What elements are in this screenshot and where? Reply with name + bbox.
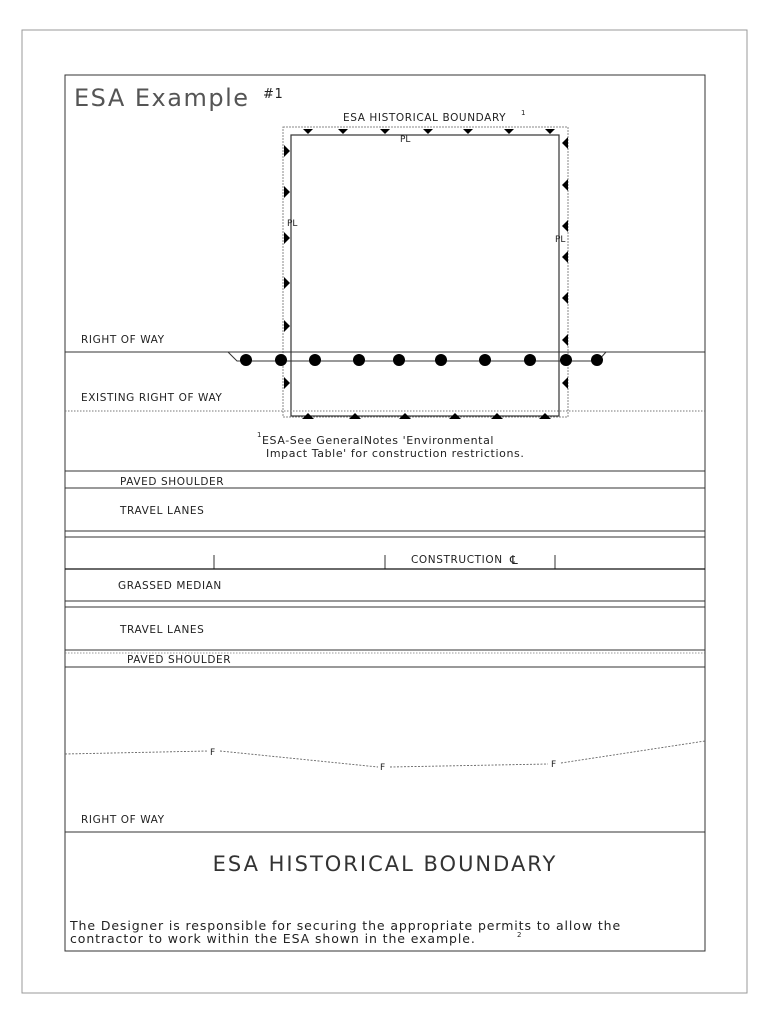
footnote-sup: 1 — [257, 431, 262, 439]
footnote-line-1: ESA-See GeneralNotes 'Environmental — [262, 434, 495, 447]
boundary-label: ESA HISTORICAL BOUNDARY — [343, 112, 507, 124]
row-monument — [275, 354, 287, 366]
row-monument — [479, 354, 491, 366]
designer-note-sup: 2 — [517, 931, 522, 939]
grassed-median-label: GRASSED MEDIAN — [118, 580, 222, 592]
fence-line-segment-1 — [65, 751, 208, 754]
boundary-marker — [423, 129, 433, 134]
paved-shoulder-top-label: PAVED SHOULDER — [120, 476, 225, 488]
footnote-line-2: Impact Table' for construction restrictions. — [266, 447, 525, 460]
boundary-marker — [562, 334, 568, 346]
row-monument — [524, 354, 536, 366]
boundary-marker — [284, 232, 290, 244]
boundary-marker — [303, 129, 313, 134]
esa-boundary-outer — [283, 127, 568, 417]
boundary-marker — [562, 179, 568, 191]
boundary-label-footnote-ref: 1 — [521, 109, 526, 117]
fence-line-segment-2 — [220, 751, 378, 767]
property-line-label-right: PL — [555, 235, 566, 245]
fence-marker-2: F — [380, 763, 386, 773]
centerline-symbol: ℄ — [510, 553, 519, 567]
title: ESA Example — [74, 84, 250, 112]
boundary-marker — [463, 129, 473, 134]
travel-lanes-top-label: TRAVEL LANES — [120, 505, 205, 517]
esa-boundary — [283, 127, 568, 419]
boundary-marker — [562, 220, 568, 232]
esa-boundary-inner — [291, 135, 559, 416]
boundary-marker — [562, 251, 568, 263]
row-monuments — [240, 354, 603, 366]
boundary-markers-top — [303, 129, 555, 134]
travel-lanes-bottom-label: TRAVEL LANES — [120, 624, 205, 636]
esa-boundary-title: ESA HISTORICAL BOUNDARY — [212, 852, 558, 876]
designer-note-line-2: contractor to work within the ESA shown in the example. — [70, 931, 476, 946]
boundary-marker — [504, 129, 514, 134]
construction-label: CONSTRUCTION — [411, 554, 503, 566]
boundary-marker — [284, 186, 290, 198]
boundary-marker — [284, 277, 290, 289]
designer-note-line-1: The Designer is responsible for securing the appropriate permits to allow the — [70, 918, 622, 933]
boundary-marker — [562, 377, 568, 389]
row-monument — [353, 354, 365, 366]
row-monument — [591, 354, 603, 366]
row-monument — [309, 354, 321, 366]
right-of-way-top-label: RIGHT OF WAY — [81, 334, 165, 346]
paved-shoulder-bottom-label: PAVED SHOULDER — [127, 654, 232, 666]
title-number: #1 — [263, 87, 284, 102]
boundary-marker — [284, 145, 290, 157]
boundary-marker — [380, 129, 390, 134]
property-line-label-left: PL — [287, 219, 298, 229]
boundary-marker — [338, 129, 348, 134]
property-line-label-top: PL — [400, 135, 411, 145]
boundary-marker — [545, 129, 555, 134]
boundary-marker — [284, 377, 290, 389]
fence-marker-3: F — [551, 760, 557, 770]
fence-line-segment-3 — [390, 764, 548, 767]
row-monument — [435, 354, 447, 366]
fence-marker-1: F — [210, 748, 216, 758]
row-monument — [393, 354, 405, 366]
existing-right-of-way-label: EXISTING RIGHT OF WAY — [81, 392, 223, 404]
boundary-markers-right — [562, 137, 568, 389]
right-of-way-bottom-label: RIGHT OF WAY — [81, 814, 165, 826]
boundary-marker — [562, 292, 568, 304]
row-monument — [240, 354, 252, 366]
row-monument — [560, 354, 572, 366]
boundary-marker — [562, 137, 568, 149]
boundary-marker — [284, 320, 290, 332]
fence-line-segment-4 — [561, 741, 705, 763]
